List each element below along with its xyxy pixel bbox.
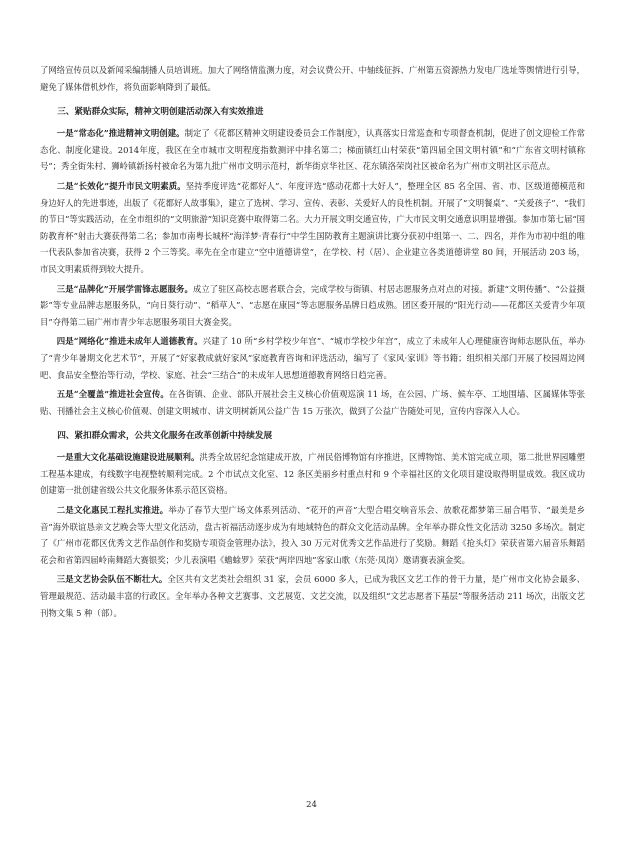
paragraph-3-2 bbox=[40, 178, 585, 278]
paragraph-body: 全区共有文艺类社会组织 31 家，会员 6000 多人，已成为我区文艺工作的骨干力量，是广州市文化协会最多、管理最规范、活动最丰富的行政区。全年举办各种文艺赛事、文艺展览、文艺交流，以及组织“文艺志愿者下基层”等服务活动 211 场次，出版文艺刊物文集 5 种（部）。 bbox=[40, 574, 585, 618]
paragraph-lead: 四是“网络化”推进未成年人道德教育。 bbox=[56, 336, 203, 347]
paragraph-lead: 三是“品牌化”开展学雷锋志愿服务。 bbox=[56, 283, 193, 294]
paragraph-body: 洪秀全故居纪念馆建成开放，广州民俗博物馆有序推进，区博物馆、美术馆完成立项，第二批世界园雕塑工程基本建成，有线数字电视整转顺利完成。2 个市试点文化室、12 条区美丽乡村重点村和 9 个幸福社区的文化项目建设取得明显成效。我区成功创建第一批创建省级公共文化服务体系示范区资格。 bbox=[40, 452, 586, 496]
paragraph-lead: 三是文艺协会队伍不断壮大。 bbox=[56, 574, 168, 585]
paragraph-body: 成立了驻区高校志愿者联合会，完成学校与街镇、村居志愿服务点对点的对接。新建“文明传播”、“公益摄影”等专业品牌志愿服务队，“向日葵行动”、“稻草人”、“志愿在康园”等志愿服务品牌日趋成熟。团区委开展的“阳光行动——花都区关爱青少年项目”夺得第二届广州市青少年志愿服务项目大赛金奖。 bbox=[40, 283, 586, 327]
paragraph-lead: 二是“长效化”提升市民文明素质。 bbox=[56, 180, 186, 191]
paragraph-body: 在各街镇、企业、部队开展社会主义核心价值观巡演 11 场，在公园、广场、候车亭、工地围墙、区属媒体等张贴、刊播社会主义核心价值观、创建文明城市、讲文明树新风公益广告 15 万张次，做到了公益广告随处可见，宣传内容深入人心。 bbox=[40, 389, 585, 416]
paragraph-body: 举办了春节大型广场文体系列活动、“花开的声音”大型合唱交响音乐会、放歌花都梦第三届合唱节、“最美是乡音”海外联谊恳亲文艺晚会等大型文化活动，盘古祈福活动逐步成为有地域特色的群众文化活动品牌。全年举办群众性文化活动 3250 多场次。制定了《广州市花都区优秀文艺作品创作和奖励专项资金管理办法》，投入 30 万元对优秀文艺作品进行了奖励。舞蹈《抢头灯》荣获省第六届音乐舞蹈花会和省第四届岭南舞蹈大赛银奖；少儿表演唱《蟾蜍罗》荣获“两岸四地”客家山歌（东莞·凤岗）邀请赛表演金奖。 bbox=[40, 505, 586, 565]
paragraph-3-5 bbox=[40, 386, 585, 419]
paragraph-body: 坚持季度评选“花都好人”、年度评选“感动花都十大好人”，整理全区 85 名全国、省、市、区级道德模范和身边好人的先进事迹，出版了《花都好人故事集》，建立了选树、学习、宣传、表彰、关爱好人的良性机制。开展了“文明餐桌”、“关爱孩子”、“我们的节日”等实践活动，在全市组织的“文明旅游”知识竞赛中取得第二名。大力开展文明交通宣传，广大市民文明交通意识明显增强。参加市第七届“国防教育杯”射击大赛获得第二名；参加市南粤长城杯“海洋梦·青春行”中学生国防教育主题演讲比赛分获初中组第一、二、四名，并作为市初中组的唯一代表队参加省决赛，获得 2 个三等奖。率先在全市建立“空中道德讲堂”，在学校、村（居）、企业建立各类道德讲堂 80 间，开展活动 203 场，市民文明素质得到较大提升。 bbox=[40, 180, 585, 274]
paragraph-4-2 bbox=[40, 502, 585, 568]
paragraph-3-3 bbox=[40, 281, 585, 331]
paragraph-4-1 bbox=[40, 449, 585, 499]
paragraph-4-3 bbox=[40, 571, 585, 621]
section-heading-3: 三、紧贴群众实际，精神文明创建活动深入有实效推进 bbox=[57, 107, 264, 118]
opening-paragraph: 了网络宣传员以及新闻采编制播人员培训班。加大了网络情监测力度，对会议费公开、中轴线征拆、广州第五资源热力发电厂选址等舆情进行引导，避免了媒体借机炒作，将负面影响降到了最低。 bbox=[40, 65, 585, 92]
paragraph-lead: 五是“全覆盖”推进社会宣传。 bbox=[56, 389, 169, 400]
paragraph-lead: 一是“常态化”推进精神文明创建。 bbox=[56, 128, 185, 139]
section-heading-4: 四、紧扣群众需求，公共文化服务在改革创新中持续发展 bbox=[57, 431, 273, 442]
paragraph-body: 兴建了 10 所“乡村学校少年宫”、“城市学校少年宫”，成立了未成年人心理健康咨询师志愿队伍，举办了“青少年暑期文化艺术节”，开展了“好家教成就好家风”家庭教育咨询和评选活动，编写了《家风·家训》等书籍；组织相关部门开展了校园周边网吧、食品安全整治等行动，学校、家庭、社会“三结合”的未成年人思想道德教育网络日趋完善。 bbox=[40, 336, 585, 380]
paragraph-3-1 bbox=[40, 125, 585, 175]
paragraph-lead: 二是文化惠民工程扎实推进。 bbox=[56, 505, 169, 516]
paragraph-lead: 一是重大文化基础设施建设进展顺利。 bbox=[56, 452, 200, 463]
paragraph-body: 制定了《花都区精神文明建设委员会工作制度》，认真落实日常巡查和专项督查机制，促进了创文迎检工作常态化、制度化建设。2014年度，我区在全市城市文明程度指数测评中排名第二；梯面镇红山村荣获“第四届全国文明村镇”和“广东省文明村镇称号”；秀全街朱村、狮岭镇新扬村被命名为第九批广州市文明示范村，新华街京华社区、花东镇洛荣岗社区被命名为广州市文明社区示范点。 bbox=[40, 128, 585, 172]
paragraph-3-4 bbox=[40, 333, 585, 383]
page-number: 24 bbox=[306, 800, 317, 810]
